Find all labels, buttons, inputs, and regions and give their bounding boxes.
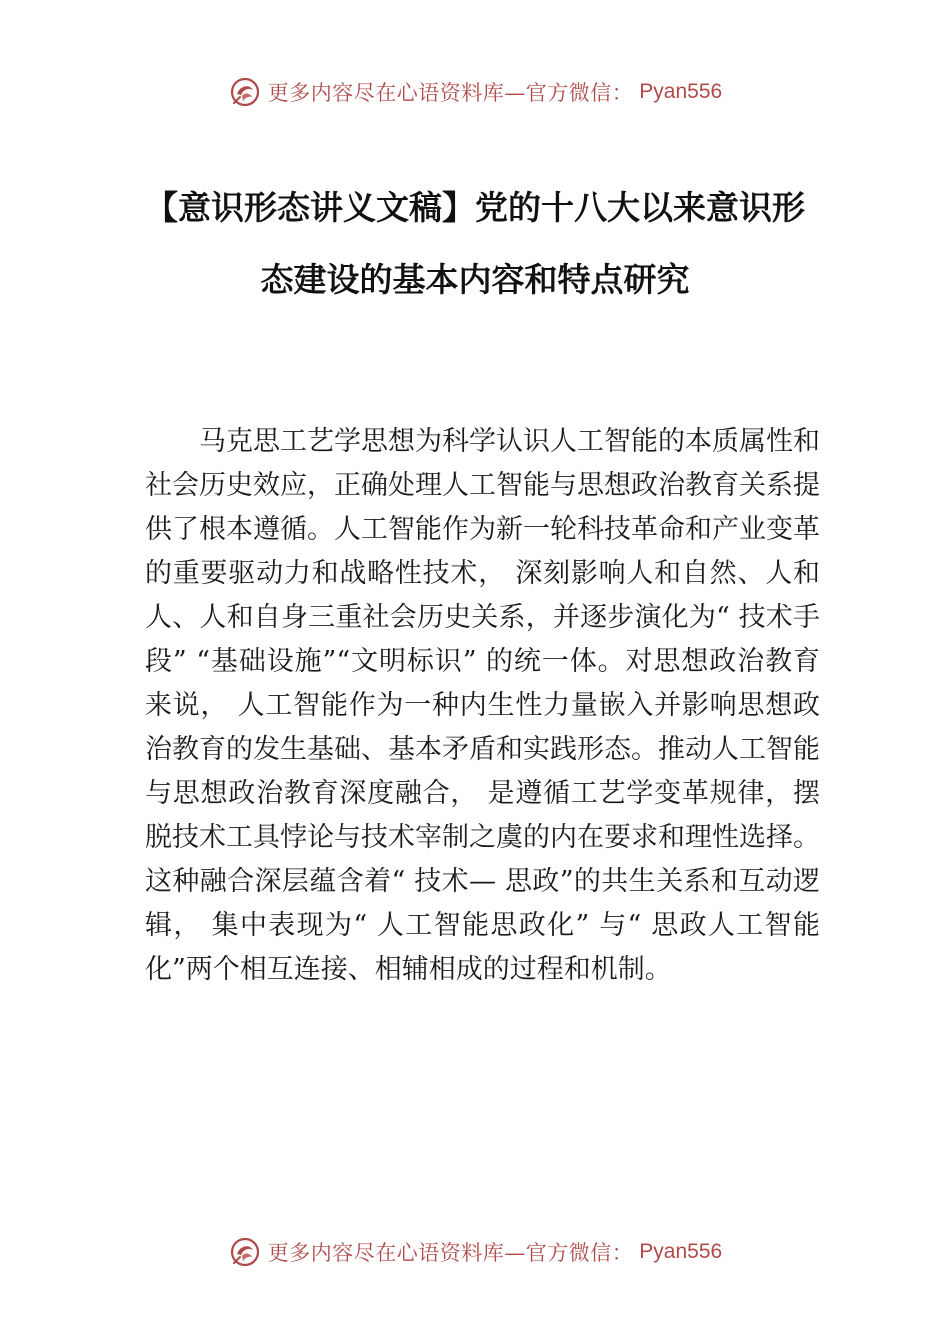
- wechat-id: Pyan556: [639, 1240, 723, 1263]
- banner-text: 更多内容尽在心语资料库—官方微信：: [267, 1241, 634, 1265]
- rose-seal-icon: [228, 1235, 262, 1269]
- wechat-id: Pyan556: [639, 80, 723, 103]
- body-paragraph: 马克思工艺学思想为科学认识人工智能的本质属性和社会历史效应，正确处理人工智能与思想政治教育关系提供了根本遵循。人工智能作为新一轮科技革命和产业变革的重要驱动力和战略性技术， 深刻影响人和自然、人和人、人和自身三重社会历史关系，并逐步演化为“ 技术手段” “基础设施”“文明标识” 的统一体。对思想政治教育来说， 人工智能作为一种内生性力量嵌入并影响思想政治教育的发生基础、基本矛盾和实践形态。推动人工智能与思想政治教育深度融合， 是遵循工艺学变革规律，摆脱技术工具悖论与技术宰制之虞的内在要求和理性选择。这种融合深层蕴含着“ 技术— 思政”的共生关系和互动逻辑， 集中表现为“ 人工智能思政化” 与“ 思政人工智能化”两个相互连接、相辅相成的过程和机制。: [145, 426, 820, 985]
- document-title: 【意识形态讲义文稿】党的十八大以来意识形态建设的基本内容和特点研究: [145, 188, 805, 300]
- header-banner: [0, 72, 950, 112]
- banner-text: 更多内容尽在心语资料库—官方微信：: [267, 81, 634, 105]
- footer-banner: [0, 1232, 950, 1272]
- rose-seal-icon: [228, 75, 262, 109]
